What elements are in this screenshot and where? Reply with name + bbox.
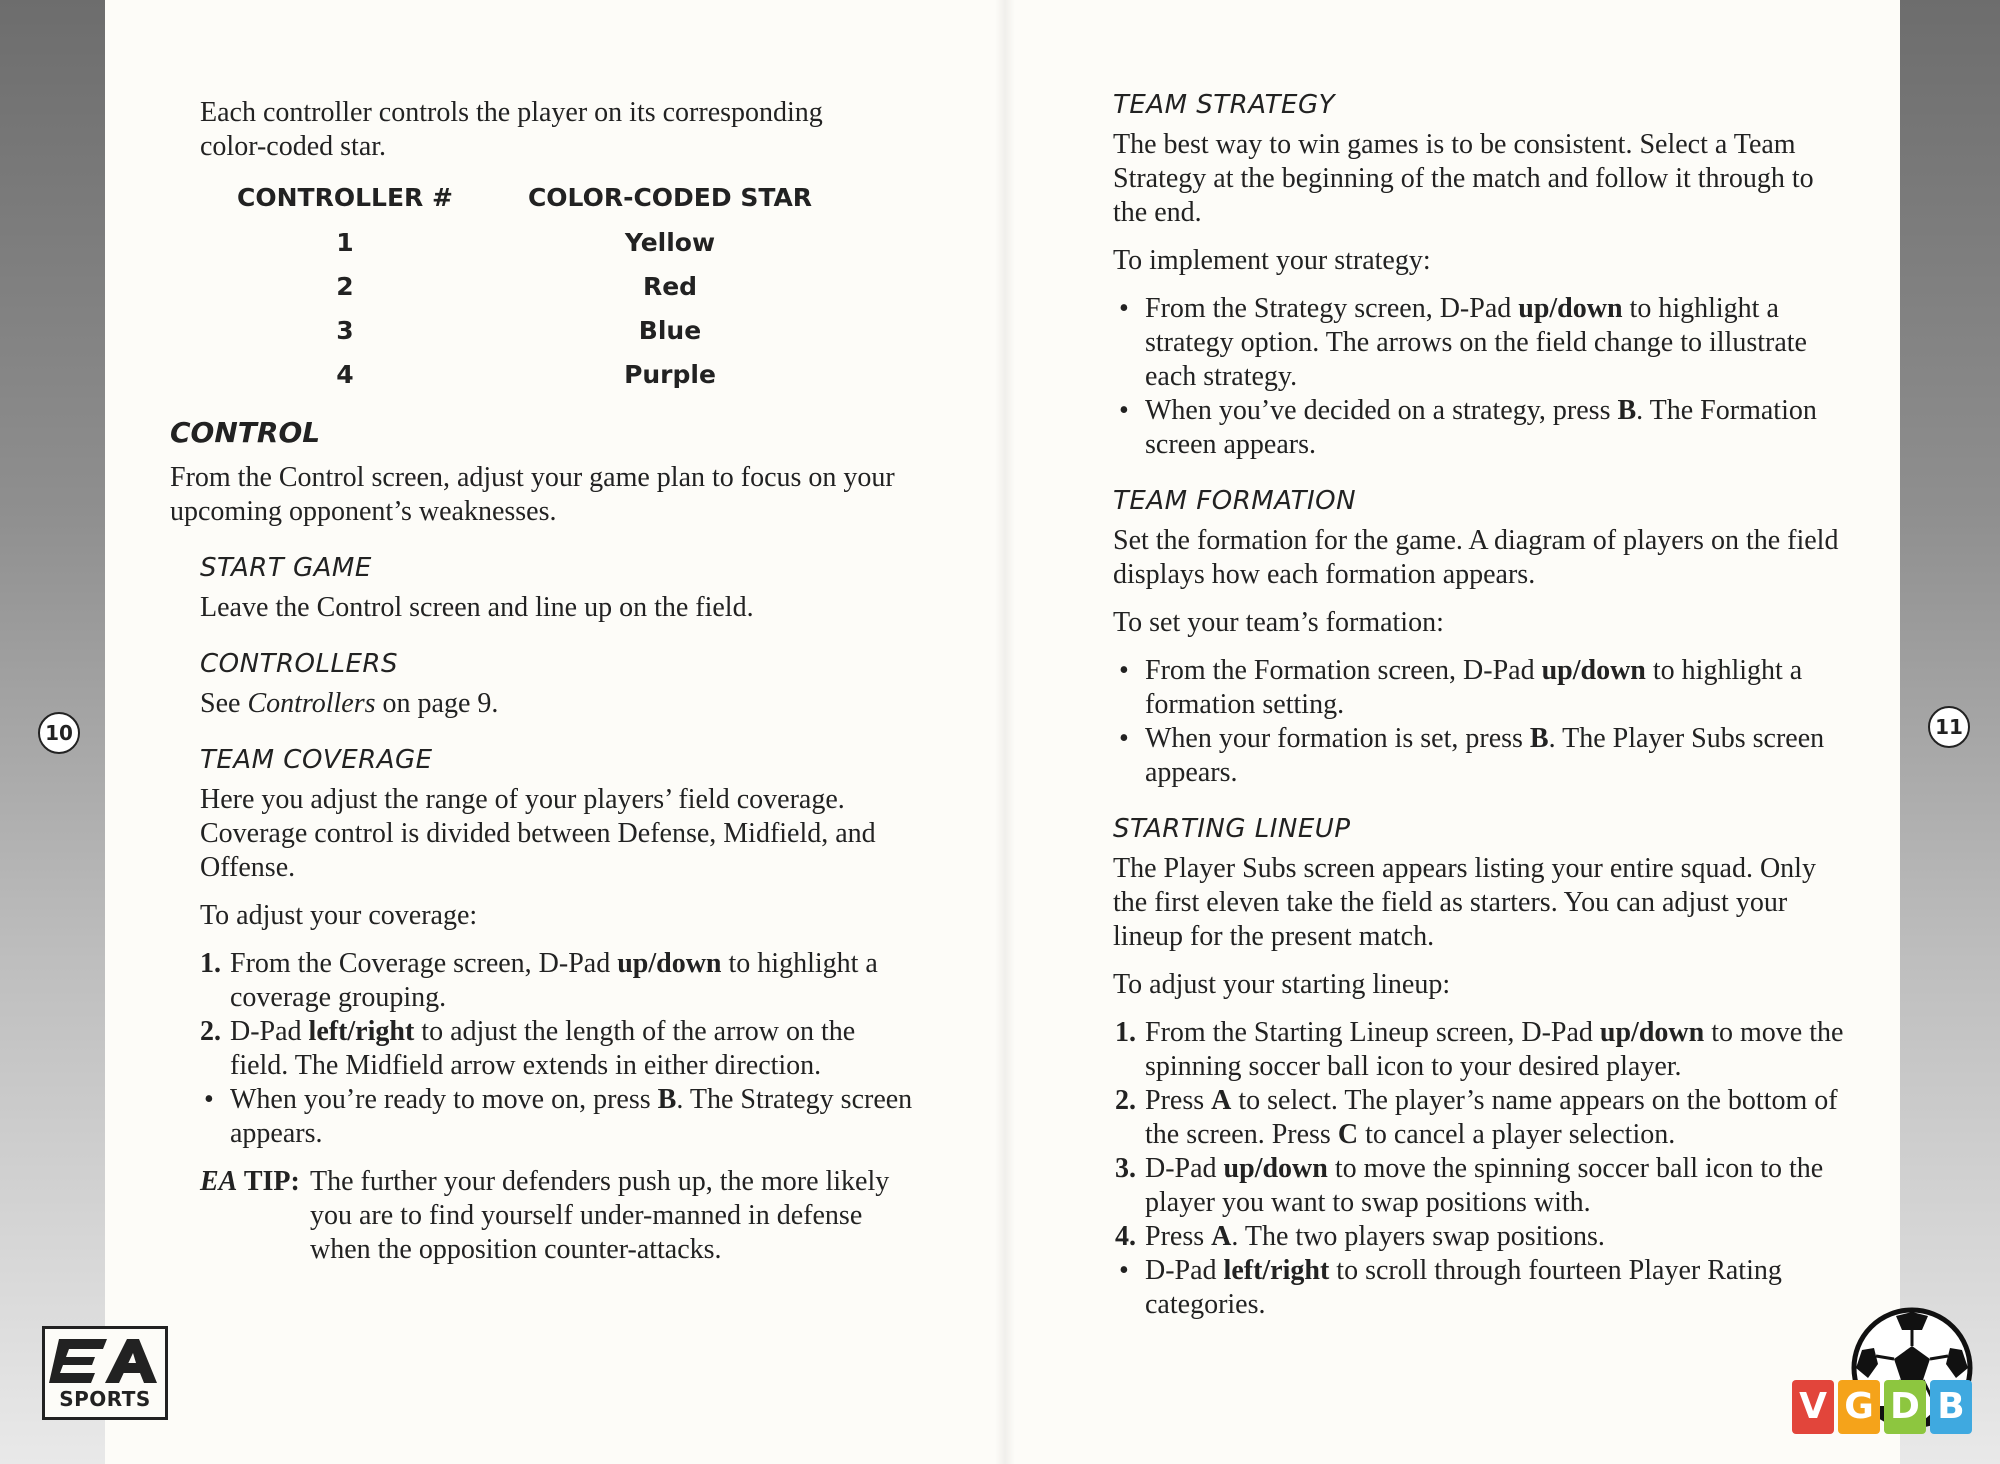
step-bold: left/right	[308, 1016, 415, 1047]
table-row	[230, 308, 880, 352]
step-bold: A	[1211, 1085, 1232, 1116]
watermark-letter: B	[1930, 1380, 1972, 1434]
watermark-letter: G	[1838, 1380, 1880, 1434]
list-item	[1115, 1016, 1848, 1084]
step-bold: C	[1337, 1119, 1359, 1150]
table-row	[230, 352, 880, 396]
step-text: D-Pad	[1145, 1153, 1224, 1184]
step-bold: up/down	[1223, 1153, 1328, 1184]
table-cell: Red	[642, 271, 698, 301]
intro-text: Each controller controls the player on its corresponding color-coded star.	[200, 97, 823, 162]
ea-tip-label	[200, 1165, 300, 1199]
bullet-text: When your formation is set, press	[1145, 723, 1530, 754]
bullet-text: to highlight a formation setting.	[1145, 655, 1803, 720]
strategy-bullets	[1113, 292, 1848, 462]
list-item	[1145, 394, 1848, 462]
bullet-text: When you’ve decided on a strategy, press	[1145, 395, 1618, 426]
control-subsections	[200, 553, 920, 1267]
bullet-text: . The Strategy screen appears.	[230, 1084, 913, 1149]
list-item	[200, 947, 920, 1015]
page-number-right: 11	[1928, 706, 1970, 748]
table-header-star: COLOR-CODED STAR	[527, 182, 813, 212]
team-formation-heading: TEAM FORMATION	[1113, 486, 1357, 516]
book-gutter	[995, 0, 1015, 1464]
table-header-controller: CONTROLLER #	[237, 182, 453, 212]
controller-color-table	[230, 174, 880, 396]
bullet-bold: left/right	[1223, 1255, 1330, 1286]
table-header-row	[230, 174, 880, 220]
list-item	[1145, 292, 1848, 394]
step-text: From the Coverage screen, D-Pad	[230, 948, 618, 979]
control-text: From the Control screen, adjust your game plan to focus on your upcoming opponent’s weaknesses.	[170, 462, 895, 527]
step-text: D-Pad	[230, 1016, 309, 1047]
ea-tip-label-ea: EA	[200, 1166, 238, 1197]
list-item	[1115, 1084, 1848, 1152]
controllers-link-text: Controllers	[247, 688, 376, 719]
bullet-text: . The Player Subs screen appears.	[1145, 723, 1825, 788]
step-text: to adjust the length of the arrow on the field. The Midfield arrow extends in either direction.	[230, 1016, 856, 1081]
bullet-text: . The Formation screen appears.	[1145, 395, 1817, 460]
bullet-bold: B	[1617, 395, 1637, 426]
bullet-text: D-Pad	[1145, 1255, 1224, 1286]
left-page-content	[170, 96, 920, 1267]
ea-tip-label-rest: TIP:	[237, 1166, 300, 1197]
controllers-heading: CONTROLLERS	[200, 649, 398, 679]
list-item	[1145, 722, 1848, 790]
watermark-letter: V	[1792, 1380, 1834, 1434]
team-coverage-lead: To adjust your coverage:	[200, 900, 478, 931]
step-text: to select. The player’s name appears on the bottom of the screen. Press	[1145, 1085, 1838, 1150]
vgdb-watermark	[1792, 1380, 1972, 1434]
ea-tip	[200, 1165, 920, 1267]
ea-sports-text: SPORTS	[59, 1387, 151, 1411]
step-number: 2.	[200, 1016, 221, 1047]
bullet-text: From the Formation screen, D-Pad	[1145, 655, 1542, 686]
step-bold: A	[1211, 1221, 1232, 1252]
list-item	[1145, 1254, 1848, 1322]
step-text: Press	[1145, 1085, 1212, 1116]
formation-bullets	[1113, 654, 1848, 790]
control-heading: CONTROL	[170, 416, 321, 449]
table-cell: 3	[336, 315, 354, 345]
table-cell: 2	[336, 271, 354, 301]
step-number: 1.	[1115, 1017, 1136, 1048]
list-item	[1115, 1220, 1848, 1254]
step-number: 1.	[200, 948, 221, 979]
starting-lineup-text: The Player Subs screen appears listing your entire squad. Only the first eleven take the field as starters. You can adjust your lineup for the present match.	[1113, 853, 1816, 952]
table-cell: 4	[336, 359, 354, 389]
table-row	[230, 264, 880, 308]
right-page-content	[1113, 90, 1848, 1322]
team-formation-text: Set the formation for the game. A diagram of players on the field displays how each formation appears.	[1113, 525, 1839, 590]
team-strategy-lead: To implement your strategy:	[1113, 245, 1431, 276]
list-item	[200, 1015, 920, 1083]
team-strategy-heading: TEAM STRATEGY	[1113, 90, 1335, 120]
starting-lineup-heading: STARTING LINEUP	[1113, 814, 1351, 844]
starting-lineup-lead: To adjust your starting lineup:	[1113, 969, 1451, 1000]
team-coverage-heading: TEAM COVERAGE	[200, 745, 433, 775]
step-text: . The two players swap positions.	[1231, 1221, 1605, 1252]
table-cell: Purple	[624, 359, 716, 389]
list-item	[1145, 654, 1848, 722]
coverage-steps	[200, 947, 920, 1151]
bullet-bold: B	[657, 1084, 677, 1115]
bullet-text: to highlight a strategy option. The arrows on the field change to illustrate each strategy.	[1145, 293, 1807, 392]
team-strategy-text: The best way to win games is to be consistent. Select a Team Strategy at the beginning of the match and follow it through to the end.	[1113, 129, 1814, 228]
table-row	[230, 220, 880, 264]
controllers-text	[200, 687, 920, 721]
step-text: to cancel a player selection.	[1358, 1119, 1676, 1150]
team-coverage-text: Here you adjust the range of your players’ field coverage. Coverage control is divided between Defense, Midfield, and Offense.	[200, 784, 876, 883]
bullet-bold: up/down	[1518, 293, 1623, 324]
ea-tip-text: The further your defenders push up, the more likely you are to find yourself under-manned in defense when the opposition counter-attacks.	[310, 1166, 890, 1265]
lineup-steps	[1113, 1016, 1848, 1322]
step-text: to highlight a coverage grouping.	[230, 948, 878, 1013]
start-game-heading: START GAME	[200, 553, 372, 583]
bullet-bold: up/down	[1541, 655, 1646, 686]
table-cell: 1	[336, 227, 354, 257]
step-number: 2.	[1115, 1085, 1136, 1116]
step-text: Press	[1145, 1221, 1212, 1252]
table-cell: Blue	[638, 315, 702, 345]
start-game-text: Leave the Control screen and line up on the field.	[200, 592, 754, 623]
watermark-letter: D	[1884, 1380, 1926, 1434]
bullet-bold: B	[1529, 723, 1549, 754]
page-number-left: 10	[38, 712, 80, 754]
team-formation-lead: To set your team’s formation:	[1113, 607, 1444, 638]
bullet-text: From the Strategy screen, D-Pad	[1145, 293, 1519, 324]
ea-sports-logo	[42, 1326, 168, 1420]
list-item	[230, 1083, 920, 1151]
bullet-text: to scroll through fourteen Player Rating categories.	[1145, 1255, 1782, 1320]
controllers-text-pre: See	[200, 688, 248, 719]
list-item	[1115, 1152, 1848, 1220]
step-text: From the Starting Lineup screen, D-Pad	[1145, 1017, 1600, 1048]
table-cell: Yellow	[624, 227, 716, 257]
bullet-text: When you’re ready to move on, press	[230, 1084, 658, 1115]
step-bold: up/down	[617, 948, 722, 979]
step-text: to move the spinning soccer ball icon to your desired player.	[1145, 1017, 1844, 1082]
controllers-text-post: on page 9.	[375, 688, 499, 719]
step-text: to move the spinning soccer ball icon to the player you want to swap positions with.	[1145, 1153, 1824, 1218]
step-number: 3.	[1115, 1153, 1136, 1184]
step-number: 4.	[1115, 1221, 1136, 1252]
step-bold: up/down	[1599, 1017, 1705, 1048]
